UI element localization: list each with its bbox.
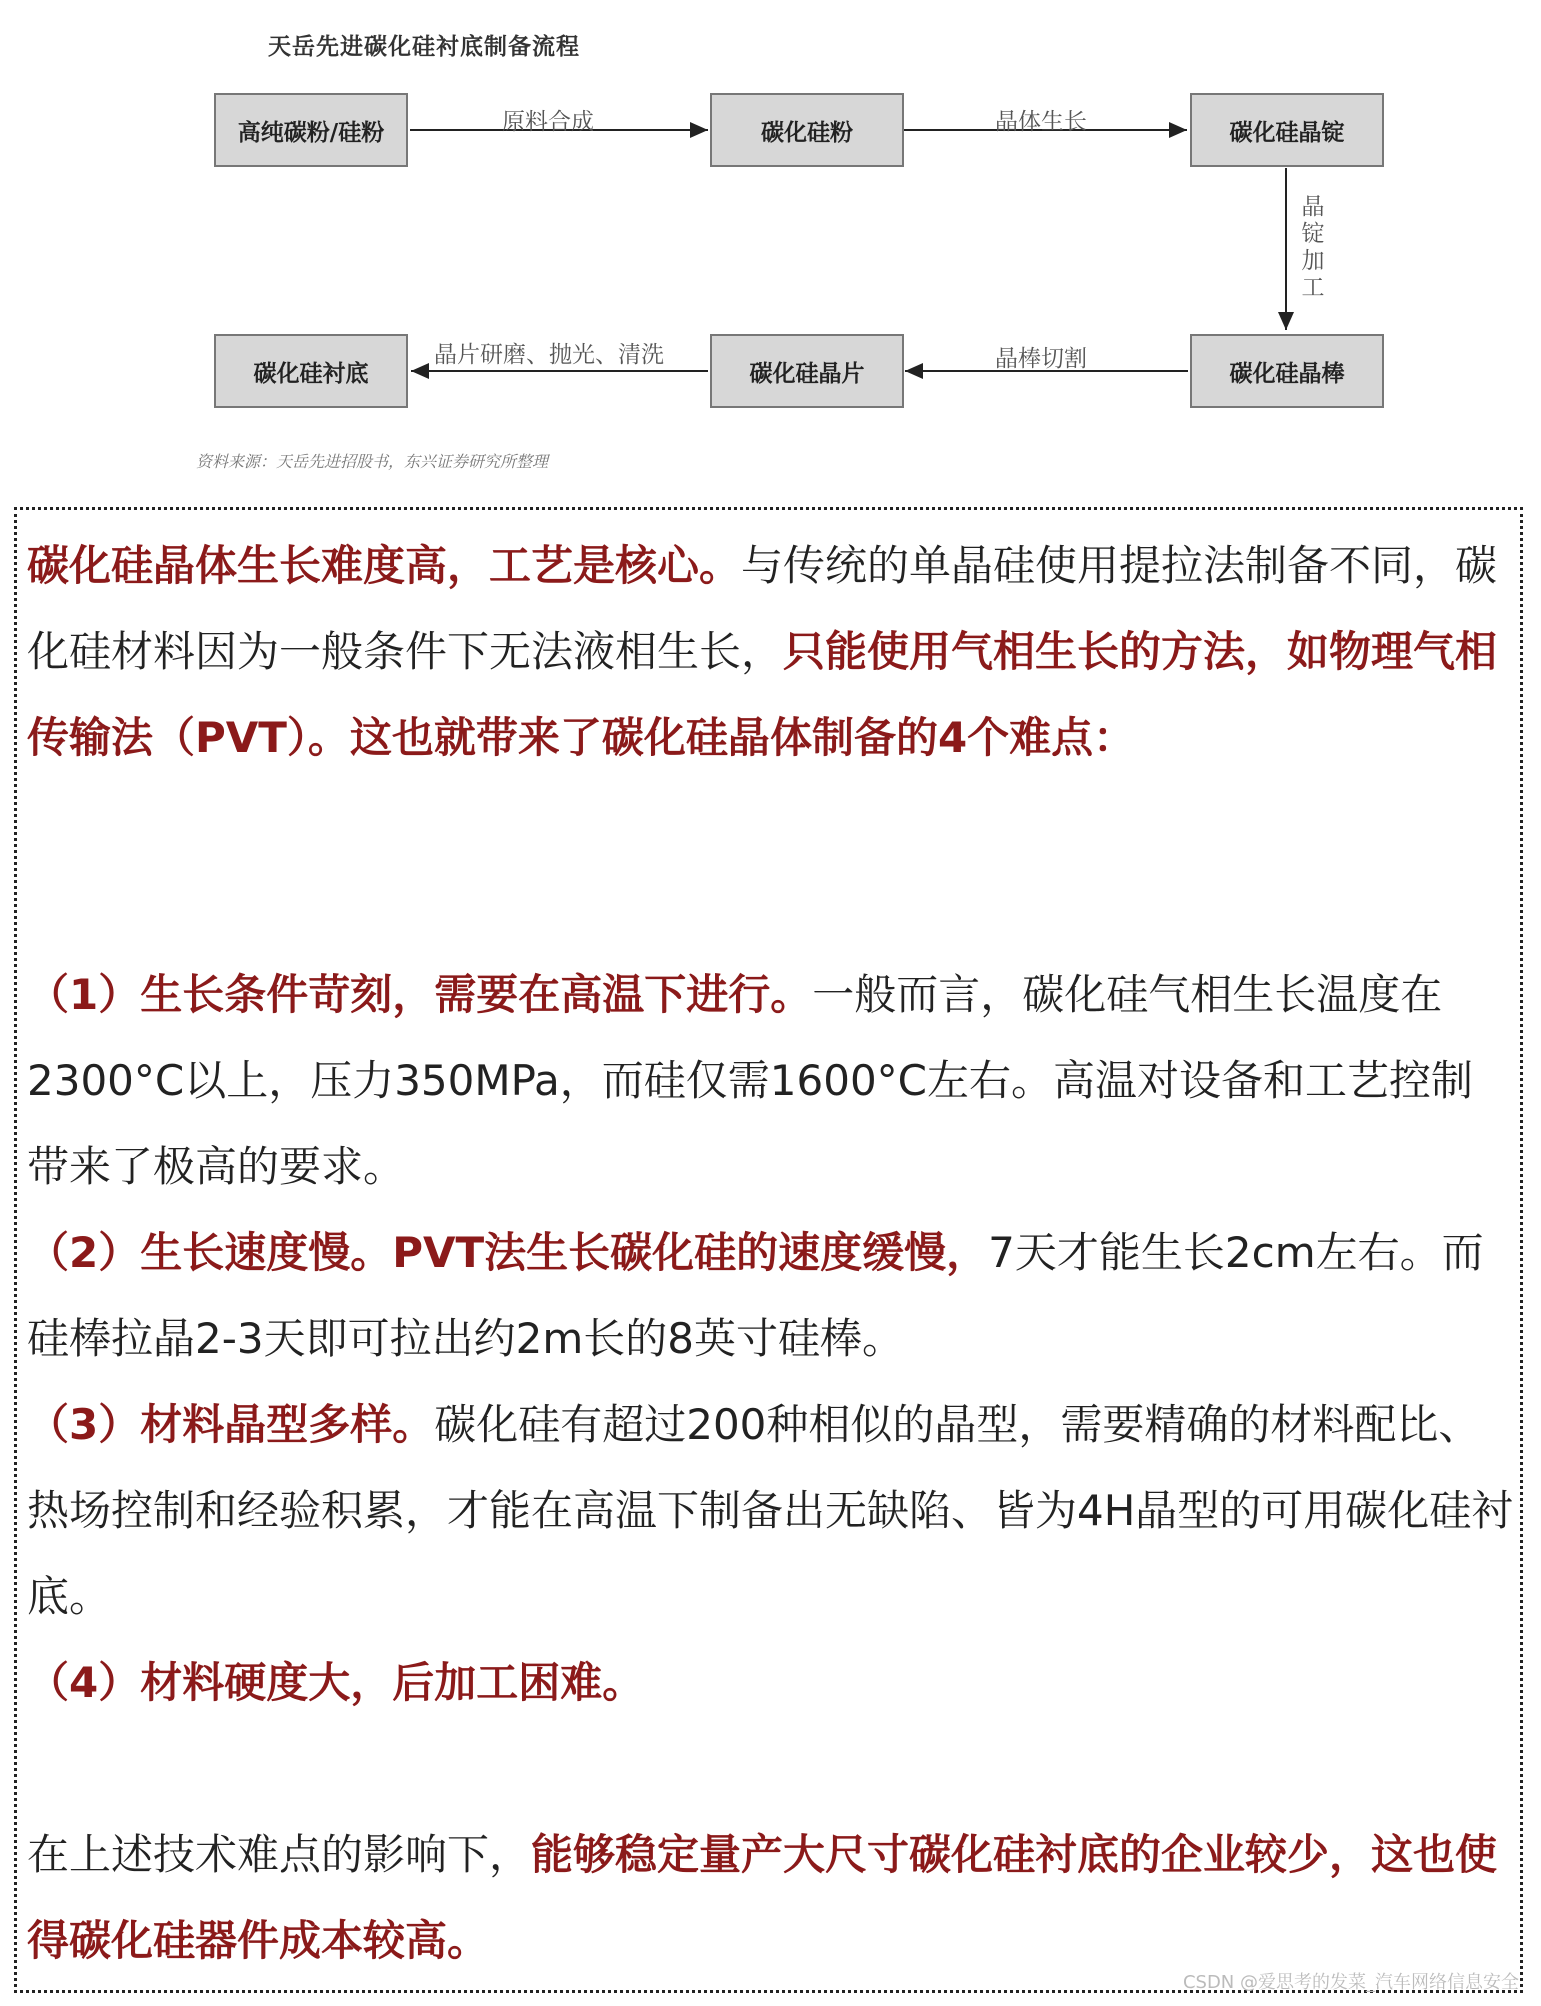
node-raw-powder: 高纯碳粉/硅粉 xyxy=(214,93,408,167)
point-4 xyxy=(27,1640,1514,1726)
point-1 xyxy=(27,952,1514,1210)
point-2-text: 7天才能生长2cm左右。而硅棒拉晶2-3天即可拉出约2m长的8英寸硅棒。 xyxy=(27,1228,1484,1363)
csdn-watermark: CSDN @爱思考的发菜_汽车网络信息安全 xyxy=(1182,1972,1519,1993)
conclusion-emphasis: 能够稳定量产大尺寸碳化硅衬底的企业较少，这也使得碳化硅器件成本较高。 xyxy=(27,1830,1498,1965)
point-4-heading: （4）材料硬度大，后加工困难。 xyxy=(27,1658,645,1707)
point-1-text: 一般而言，碳化硅气相生长温度在2300°C以上，压力350MPa，而硅仅需1600°C左右。高温对设备和工艺控制带来了极高的要求。 xyxy=(27,970,1474,1191)
node-sic-rod: 碳化硅晶棒 xyxy=(1190,334,1384,408)
intro-lead: 碳化硅晶体生长难度高，工艺是核心。 xyxy=(27,541,742,590)
point-3-text: 碳化硅有超过200种相似的晶型，需要精确的材料配比、热场控制和经验积累，才能在高温下制备出无缺陷、皆为4H晶型的可用碳化硅衬底。 xyxy=(27,1400,1514,1621)
point-2-heading: （2）生长速度慢。PVT法生长碳化硅的速度缓慢， xyxy=(27,1228,989,1277)
point-3 xyxy=(27,1382,1514,1640)
intro-text: 与传统的单晶硅使用提拉法制备不同，碳化硅材料因为一般条件下无法液相生长， xyxy=(27,541,1498,676)
point-2 xyxy=(27,1210,1514,1382)
point-1-heading: （1）生长条件苛刻，需要在高温下进行。 xyxy=(27,970,813,1019)
source-note: 资料来源：天岳先进招股书，东兴证券研究所整理 xyxy=(196,452,549,471)
conclusion-text: 在上述技术难点的影响下， xyxy=(27,1830,532,1879)
edge-label-ingot-processing: 晶 锭 加 工 xyxy=(1301,194,1325,301)
node-sic-powder: 碳化硅粉 xyxy=(710,93,904,167)
point-3-heading: （3）材料晶型多样。 xyxy=(27,1400,435,1449)
node-sic-wafer: 碳化硅晶片 xyxy=(710,334,904,408)
edge-label-rod-cutting: 晶棒切割 xyxy=(995,346,1087,372)
conclusion-paragraph xyxy=(27,1812,1514,1984)
node-sic-ingot: 碳化硅晶锭 xyxy=(1190,93,1384,167)
edge-label-crystal-growth: 晶体生长 xyxy=(995,109,1087,135)
intro-paragraph xyxy=(27,523,1514,781)
edge-label-synthesis: 原料合成 xyxy=(502,109,594,135)
node-sic-substrate: 碳化硅衬底 xyxy=(214,334,408,408)
edge-label-grinding: 晶片研磨、抛光、清洗 xyxy=(434,342,664,368)
intro-emphasis: 只能使用气相生长的方法，如物理气相传输法（PVT）。这也就带来了碳化硅晶体制备的4个难点： xyxy=(27,627,1498,762)
text-panel xyxy=(14,507,1523,1993)
flowchart-title: 天岳先进碳化硅衬底制备流程 xyxy=(268,34,580,60)
